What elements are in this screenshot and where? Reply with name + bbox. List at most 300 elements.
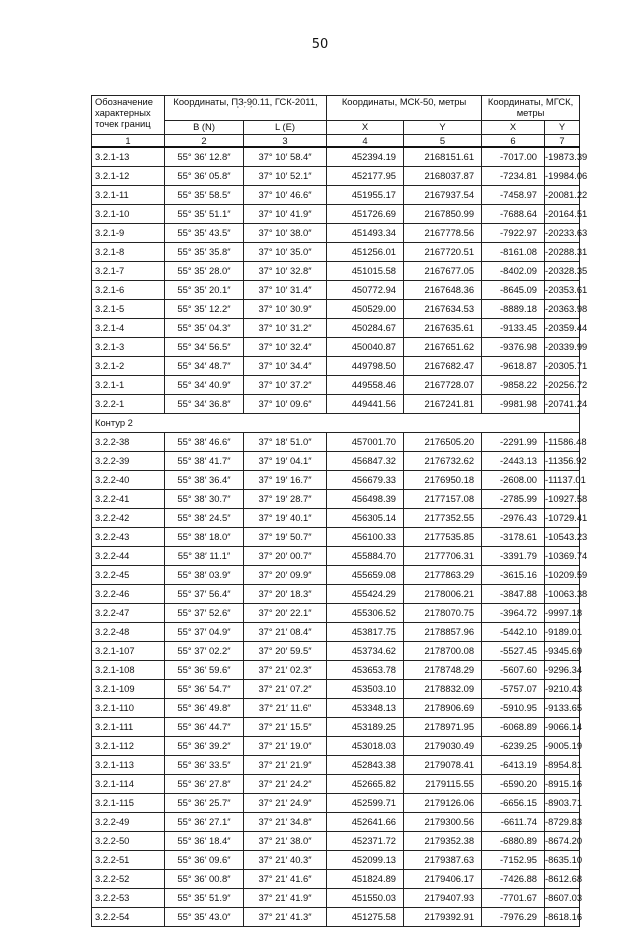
latitude-cell: 55° 36′ 54.7″ <box>165 679 244 698</box>
point-id-cell: 3.2.1-110 <box>92 698 165 717</box>
point-id-cell: 3.2.2-1 <box>92 394 165 413</box>
mgsk-y-cell: -20741.24 <box>545 394 580 413</box>
msk-x-cell: 457001.70 <box>327 432 404 451</box>
msk-y-cell: 2178070.75 <box>404 603 482 622</box>
mgsk-y-cell: -9997.18 <box>545 603 580 622</box>
contour-row <box>92 413 580 432</box>
table-row <box>92 318 580 337</box>
mgsk-y-cell: -9005.19 <box>545 736 580 755</box>
longitude-cell: 37° 20′ 00.7″ <box>244 546 327 565</box>
latitude-cell: 55° 36′ 27.1″ <box>165 812 244 831</box>
longitude-cell: 37° 19′ 28.7″ <box>244 489 327 508</box>
latitude-cell: 55° 38′ 41.7″ <box>165 451 244 470</box>
table-row <box>92 603 580 622</box>
point-id-cell: 3.2.1-115 <box>92 793 165 812</box>
mgsk-x-cell: -6068.89 <box>482 717 545 736</box>
msk-x-cell: 451955.17 <box>327 185 404 204</box>
table-row <box>92 204 580 223</box>
longitude-cell: 37° 10′ 37.2″ <box>244 375 327 394</box>
msk-x-cell: 455659.08 <box>327 565 404 584</box>
table-row <box>92 793 580 812</box>
latitude-cell: 55° 37′ 56.4″ <box>165 584 244 603</box>
latitude-cell: 55° 35′ 04.3″ <box>165 318 244 337</box>
mgsk-x-cell: -7701.67 <box>482 888 545 907</box>
msk-y-cell: 2179392.91 <box>404 907 482 926</box>
longitude-cell: 37° 19′ 04.1″ <box>244 451 327 470</box>
msk-x-cell: 452843.38 <box>327 755 404 774</box>
longitude-cell: 37° 21′ 11.6″ <box>244 698 327 717</box>
msk-y-cell: 2167850.99 <box>404 204 482 223</box>
point-id-cell: 3.2.1-3 <box>92 337 165 356</box>
mgsk-x-cell: -7017.00 <box>482 147 545 166</box>
mgsk-y-cell: -20363.98 <box>545 299 580 318</box>
msk-x-cell: 450529.00 <box>327 299 404 318</box>
table-row <box>92 299 580 318</box>
point-id-cell: 3.2.1-107 <box>92 641 165 660</box>
latitude-cell: 55° 36′ 25.7″ <box>165 793 244 812</box>
msk-x-cell: 453503.10 <box>327 679 404 698</box>
mgsk-y-cell: -11356.92 <box>545 451 580 470</box>
mgsk-y-cell: -20305.71 <box>545 356 580 375</box>
latitude-cell: 55° 35′ 35.8″ <box>165 242 244 261</box>
mgsk-y-cell: -10927.58 <box>545 489 580 508</box>
longitude-cell: 37° 10′ 46.6″ <box>244 185 327 204</box>
msk-y-cell: 2177352.55 <box>404 508 482 527</box>
mgsk-x-cell: -3964.72 <box>482 603 545 622</box>
table-row <box>92 166 580 185</box>
table-row <box>92 489 580 508</box>
column-number: 4 <box>327 135 404 148</box>
longitude-cell: 37° 21′ 41.9″ <box>244 888 327 907</box>
msk-x-cell: 453817.75 <box>327 622 404 641</box>
mgsk-x-cell: -8402.09 <box>482 261 545 280</box>
table-row <box>92 375 580 394</box>
mgsk-x-cell: -7922.97 <box>482 223 545 242</box>
column-number: 6 <box>482 135 545 148</box>
point-id-cell: 3.2.2-40 <box>92 470 165 489</box>
point-id-cell: 3.2.2-44 <box>92 546 165 565</box>
point-id-cell: 3.2.1-12 <box>92 166 165 185</box>
mgsk-x-cell: -5527.45 <box>482 641 545 660</box>
mgsk-x-cell: -2785.99 <box>482 489 545 508</box>
longitude-cell: 37° 10′ 35.0″ <box>244 242 327 261</box>
mgsk-x-cell: -5442.10 <box>482 622 545 641</box>
mgsk-x-cell: -7426.88 <box>482 869 545 888</box>
longitude-cell: 37° 19′ 50.7″ <box>244 527 327 546</box>
point-id-cell: 3.2.1-13 <box>92 147 165 166</box>
point-id-cell: 3.2.1-10 <box>92 204 165 223</box>
msk-y-cell: 2178906.69 <box>404 698 482 717</box>
table-row <box>92 280 580 299</box>
mgsk-y-cell: -8954.81 <box>545 755 580 774</box>
table-row <box>92 546 580 565</box>
point-id-cell: 3.2.1-108 <box>92 660 165 679</box>
column-number: 2 <box>165 135 244 148</box>
table-row <box>92 831 580 850</box>
msk-y-cell: 2177863.29 <box>404 565 482 584</box>
mgsk-y-cell: -10209.59 <box>545 565 580 584</box>
msk-x-cell: 453653.78 <box>327 660 404 679</box>
point-id-cell: 3.2.2-47 <box>92 603 165 622</box>
mgsk-y-cell: -8607.03 <box>545 888 580 907</box>
msk-y-column-header: Y <box>404 121 482 135</box>
msk-x-cell: 451726.69 <box>327 204 404 223</box>
msk-y-cell: 2168037.87 <box>404 166 482 185</box>
mgsk-y-cell: -8903.71 <box>545 793 580 812</box>
latitude-cell: 55° 34′ 48.7″ <box>165 356 244 375</box>
msk-x-cell: 455424.29 <box>327 584 404 603</box>
msk-x-cell: 455306.52 <box>327 603 404 622</box>
latitude-cell: 55° 36′ 49.8″ <box>165 698 244 717</box>
mgsk-x-cell: -6413.19 <box>482 755 545 774</box>
table-row <box>92 527 580 546</box>
latitude-cell: 55° 34′ 40.9″ <box>165 375 244 394</box>
mgsk-x-column-header: X <box>482 121 545 135</box>
mgsk-y-cell: -9210.43 <box>545 679 580 698</box>
point-id-cell: 3.2.1-114 <box>92 774 165 793</box>
msk-x-cell: 456498.39 <box>327 489 404 508</box>
b-column-header: B (N) <box>165 121 244 135</box>
latitude-cell: 55° 38′ 46.6″ <box>165 432 244 451</box>
msk-x-cell: 453734.62 <box>327 641 404 660</box>
point-id-cell: 3.2.1-2 <box>92 356 165 375</box>
mgsk-y-cell: -19873.39 <box>545 147 580 166</box>
mgsk-x-cell: -2976.43 <box>482 508 545 527</box>
msk-y-cell: 2167648.36 <box>404 280 482 299</box>
mgsk-y-cell: -19984.06 <box>545 166 580 185</box>
table-row <box>92 470 580 489</box>
longitude-cell: 37° 21′ 40.3″ <box>244 850 327 869</box>
mgsk-y-cell: -8729.83 <box>545 812 580 831</box>
latitude-cell: 55° 35′ 20.1″ <box>165 280 244 299</box>
table-row <box>92 641 580 660</box>
msk-x-cell: 452665.82 <box>327 774 404 793</box>
mgsk-coordinates-header: Координаты, МГСК, метры <box>482 96 580 121</box>
msk-x-cell: 455884.70 <box>327 546 404 565</box>
longitude-cell: 37° 10′ 09.6″ <box>244 394 327 413</box>
table-row <box>92 698 580 717</box>
msk-y-cell: 2179300.56 <box>404 812 482 831</box>
msk-x-cell: 450284.67 <box>327 318 404 337</box>
mgsk-y-cell: -20328.35 <box>545 261 580 280</box>
msk-x-cell: 453348.13 <box>327 698 404 717</box>
msk-y-cell: 2167682.47 <box>404 356 482 375</box>
point-id-cell: 3.2.2-51 <box>92 850 165 869</box>
longitude-cell: 37° 10′ 30.9″ <box>244 299 327 318</box>
table-row <box>92 147 580 166</box>
msk-x-column-header: X <box>327 121 404 135</box>
table-row <box>92 185 580 204</box>
table-row <box>92 432 580 451</box>
longitude-cell: 37° 20′ 09.9″ <box>244 565 327 584</box>
mgsk-x-cell: -7458.97 <box>482 185 545 204</box>
point-id-cell: 3.2.1-8 <box>92 242 165 261</box>
msk-y-cell: 2167634.53 <box>404 299 482 318</box>
column-number: 5 <box>404 135 482 148</box>
msk-x-cell: 456679.33 <box>327 470 404 489</box>
latitude-cell: 55° 36′ 12.8″ <box>165 147 244 166</box>
point-id-cell: 3.2.1-6 <box>92 280 165 299</box>
mgsk-y-column-header: Y <box>545 121 580 135</box>
table-row <box>92 261 580 280</box>
point-id-cell: 3.2.1-113 <box>92 755 165 774</box>
latitude-cell: 55° 37′ 02.2″ <box>165 641 244 660</box>
latitude-cell: 55° 35′ 58.5″ <box>165 185 244 204</box>
longitude-cell: 37° 21′ 19.0″ <box>244 736 327 755</box>
latitude-cell: 55° 36′ 33.5″ <box>165 755 244 774</box>
msk-y-cell: 2167635.61 <box>404 318 482 337</box>
table-row <box>92 242 580 261</box>
mgsk-x-cell: -6239.25 <box>482 736 545 755</box>
longitude-cell: 37° 10′ 38.0″ <box>244 223 327 242</box>
mgsk-y-cell: -9345.69 <box>545 641 580 660</box>
latitude-cell: 55° 36′ 05.8″ <box>165 166 244 185</box>
msk-x-cell: 450772.94 <box>327 280 404 299</box>
msk-x-cell: 453018.03 <box>327 736 404 755</box>
longitude-cell: 37° 10′ 32.8″ <box>244 261 327 280</box>
mgsk-x-cell: -9133.45 <box>482 318 545 337</box>
msk-y-cell: 2178700.08 <box>404 641 482 660</box>
mgsk-x-cell: -9858.22 <box>482 375 545 394</box>
point-id-cell: 3.2.2-54 <box>92 907 165 926</box>
point-id-cell: 3.2.2-41 <box>92 489 165 508</box>
msk-y-cell: 2179115.55 <box>404 774 482 793</box>
page-number: 50 <box>311 37 329 52</box>
mgsk-x-cell: -2291.99 <box>482 432 545 451</box>
longitude-cell: 37° 20′ 18.3″ <box>244 584 327 603</box>
latitude-cell: 55° 38′ 36.4″ <box>165 470 244 489</box>
mgsk-x-cell: -5757.07 <box>482 679 545 698</box>
msk-y-cell: 2167677.05 <box>404 261 482 280</box>
longitude-cell: 37° 10′ 34.4″ <box>244 356 327 375</box>
point-id-cell: 3.2.1-4 <box>92 318 165 337</box>
point-id-cell: 3.2.1-109 <box>92 679 165 698</box>
mgsk-y-cell: -20233.63 <box>545 223 580 242</box>
table-row <box>92 774 580 793</box>
longitude-cell: 37° 21′ 21.9″ <box>244 755 327 774</box>
longitude-cell: 37° 19′ 16.7″ <box>244 470 327 489</box>
point-id-cell: 3.2.2-53 <box>92 888 165 907</box>
mgsk-y-cell: -8618.16 <box>545 907 580 926</box>
msk-y-cell: 2178748.29 <box>404 660 482 679</box>
msk-x-cell: 450040.87 <box>327 337 404 356</box>
msk-x-cell: 451824.89 <box>327 869 404 888</box>
mgsk-x-cell: -2608.00 <box>482 470 545 489</box>
mgsk-x-cell: -7688.64 <box>482 204 545 223</box>
msk-y-cell: 2179030.49 <box>404 736 482 755</box>
point-id-cell: 3.2.1-111 <box>92 717 165 736</box>
mgsk-y-cell: -10729.41 <box>545 508 580 527</box>
mgsk-y-cell: -10369.74 <box>545 546 580 565</box>
point-id-cell: 3.2.2-38 <box>92 432 165 451</box>
longitude-cell: 37° 20′ 22.1″ <box>244 603 327 622</box>
point-designation-header: Обозначение характерных точек границ <box>92 96 165 135</box>
mgsk-y-cell: -11137.01 <box>545 470 580 489</box>
latitude-cell: 55° 35′ 28.0″ <box>165 261 244 280</box>
msk-y-cell: 2178971.95 <box>404 717 482 736</box>
table-row <box>92 394 580 413</box>
mgsk-x-cell: -2443.13 <box>482 451 545 470</box>
longitude-cell: 37° 10′ 31.2″ <box>244 318 327 337</box>
longitude-cell: 37° 10′ 31.4″ <box>244 280 327 299</box>
longitude-cell: 37° 10′ 58.4″ <box>244 147 327 166</box>
table-row <box>92 812 580 831</box>
mgsk-x-cell: -9981.98 <box>482 394 545 413</box>
longitude-cell: 37° 21′ 08.4″ <box>244 622 327 641</box>
point-id-cell: 3.2.2-48 <box>92 622 165 641</box>
table-row <box>92 565 580 584</box>
table-row <box>92 337 580 356</box>
msk-x-cell: 451275.58 <box>327 907 404 926</box>
point-id-cell: 3.2.2-50 <box>92 831 165 850</box>
latitude-cell: 55° 36′ 27.8″ <box>165 774 244 793</box>
table-row <box>92 717 580 736</box>
msk-x-cell: 451550.03 <box>327 888 404 907</box>
mgsk-x-cell: -8161.08 <box>482 242 545 261</box>
mgsk-y-cell: -8612.68 <box>545 869 580 888</box>
mgsk-x-cell: -7152.95 <box>482 850 545 869</box>
mgsk-y-cell: -20164.51 <box>545 204 580 223</box>
longitude-cell: 37° 21′ 24.2″ <box>244 774 327 793</box>
longitude-cell: 37° 21′ 34.8″ <box>244 812 327 831</box>
msk-x-cell: 453189.25 <box>327 717 404 736</box>
msk-y-cell: 2168151.61 <box>404 147 482 166</box>
latitude-cell: 55° 35′ 43.0″ <box>165 907 244 926</box>
longitude-cell: 37° 21′ 02.3″ <box>244 660 327 679</box>
msk-y-cell: 2177706.31 <box>404 546 482 565</box>
latitude-cell: 55° 38′ 18.0″ <box>165 527 244 546</box>
pz-units: ° ′ ″ <box>236 106 255 112</box>
table-row <box>92 736 580 755</box>
mgsk-x-cell: -6656.15 <box>482 793 545 812</box>
mgsk-y-cell: -20288.31 <box>545 242 580 261</box>
latitude-cell: 55° 36′ 00.8″ <box>165 869 244 888</box>
msk-y-cell: 2167937.54 <box>404 185 482 204</box>
msk-x-cell: 452177.95 <box>327 166 404 185</box>
point-id-cell: 3.2.2-39 <box>92 451 165 470</box>
coordinates-table <box>91 95 588 927</box>
msk-y-cell: 2167778.56 <box>404 223 482 242</box>
msk-x-cell: 451256.01 <box>327 242 404 261</box>
mgsk-x-cell: -3178.61 <box>482 527 545 546</box>
msk-y-cell: 2177535.85 <box>404 527 482 546</box>
point-id-cell: 3.2.2-46 <box>92 584 165 603</box>
mgsk-x-cell: -7234.81 <box>482 166 545 185</box>
point-id-cell: 3.2.2-52 <box>92 869 165 888</box>
latitude-cell: 55° 36′ 39.2″ <box>165 736 244 755</box>
msk-y-cell: 2178832.09 <box>404 679 482 698</box>
msk-y-cell: 2179126.06 <box>404 793 482 812</box>
table-row <box>92 508 580 527</box>
point-id-cell: 3.2.1-112 <box>92 736 165 755</box>
latitude-cell: 55° 34′ 36.8″ <box>165 394 244 413</box>
longitude-cell: 37° 20′ 59.5″ <box>244 641 327 660</box>
pz-coordinates-header <box>165 96 327 121</box>
msk-y-cell: 2167720.51 <box>404 242 482 261</box>
mgsk-x-cell: -6590.20 <box>482 774 545 793</box>
msk-y-cell: 2179352.38 <box>404 831 482 850</box>
mgsk-x-cell: -5607.60 <box>482 660 545 679</box>
latitude-cell: 55° 36′ 59.6″ <box>165 660 244 679</box>
mgsk-x-cell: -6611.74 <box>482 812 545 831</box>
msk-y-cell: 2179406.17 <box>404 869 482 888</box>
mgsk-x-cell: -6880.89 <box>482 831 545 850</box>
mgsk-x-cell: -3847.88 <box>482 584 545 603</box>
msk-y-cell: 2167728.07 <box>404 375 482 394</box>
mgsk-x-cell: -9376.98 <box>482 337 545 356</box>
longitude-cell: 37° 10′ 32.4″ <box>244 337 327 356</box>
mgsk-y-cell: -9296.34 <box>545 660 580 679</box>
latitude-cell: 55° 36′ 44.7″ <box>165 717 244 736</box>
msk-y-cell: 2178006.21 <box>404 584 482 603</box>
contour-label: Контур 2 <box>92 413 580 432</box>
latitude-cell: 55° 37′ 04.9″ <box>165 622 244 641</box>
latitude-cell: 55° 35′ 43.5″ <box>165 223 244 242</box>
mgsk-x-cell: -9618.87 <box>482 356 545 375</box>
longitude-cell: 37° 21′ 15.5″ <box>244 717 327 736</box>
table-row <box>92 356 580 375</box>
latitude-cell: 55° 36′ 09.6″ <box>165 850 244 869</box>
point-id-cell: 3.2.1-11 <box>92 185 165 204</box>
longitude-cell: 37° 21′ 41.3″ <box>244 907 327 926</box>
latitude-cell: 55° 37′ 52.6″ <box>165 603 244 622</box>
msk-y-cell: 2176505.20 <box>404 432 482 451</box>
msk-y-cell: 2177157.08 <box>404 489 482 508</box>
longitude-cell: 37° 21′ 38.0″ <box>244 831 327 850</box>
longitude-cell: 37° 21′ 24.9″ <box>244 793 327 812</box>
longitude-cell: 37° 10′ 52.1″ <box>244 166 327 185</box>
mgsk-y-cell: -8674.20 <box>545 831 580 850</box>
table-row <box>92 660 580 679</box>
mgsk-y-cell: -20359.44 <box>545 318 580 337</box>
latitude-cell: 55° 34′ 56.5″ <box>165 337 244 356</box>
longitude-cell: 37° 21′ 41.6″ <box>244 869 327 888</box>
mgsk-x-cell: -3391.79 <box>482 546 545 565</box>
table-row <box>92 679 580 698</box>
latitude-cell: 55° 35′ 51.1″ <box>165 204 244 223</box>
mgsk-y-cell: -20353.61 <box>545 280 580 299</box>
mgsk-y-cell: -8635.10 <box>545 850 580 869</box>
column-number: 1 <box>92 135 165 148</box>
msk-y-cell: 2176950.18 <box>404 470 482 489</box>
msk-x-cell: 451015.58 <box>327 261 404 280</box>
latitude-cell: 55° 35′ 12.2″ <box>165 299 244 318</box>
table-row <box>92 888 580 907</box>
msk-x-cell: 452599.71 <box>327 793 404 812</box>
mgsk-x-cell: -7976.29 <box>482 907 545 926</box>
table-row <box>92 622 580 641</box>
column-number: 7 <box>545 135 580 148</box>
msk-x-cell: 452099.13 <box>327 850 404 869</box>
mgsk-y-cell: -8915.16 <box>545 774 580 793</box>
msk-x-cell: 456847.32 <box>327 451 404 470</box>
msk-coordinates-header: Координаты, МСК-50, метры <box>327 96 482 121</box>
mgsk-y-cell: -9133.65 <box>545 698 580 717</box>
table-row <box>92 907 580 926</box>
point-id-cell: 3.2.1-9 <box>92 223 165 242</box>
longitude-cell: 37° 10′ 41.9″ <box>244 204 327 223</box>
mgsk-y-cell: -10543.23 <box>545 527 580 546</box>
mgsk-x-cell: -8889.18 <box>482 299 545 318</box>
table-body <box>92 147 588 926</box>
longitude-cell: 37° 21′ 07.2″ <box>244 679 327 698</box>
point-id-cell: 3.2.1-7 <box>92 261 165 280</box>
point-id-cell: 3.2.2-42 <box>92 508 165 527</box>
mgsk-y-cell: -20081.22 <box>545 185 580 204</box>
msk-y-cell: 2167241.81 <box>404 394 482 413</box>
latitude-cell: 55° 38′ 30.7″ <box>165 489 244 508</box>
latitude-cell: 55° 35′ 51.9″ <box>165 888 244 907</box>
